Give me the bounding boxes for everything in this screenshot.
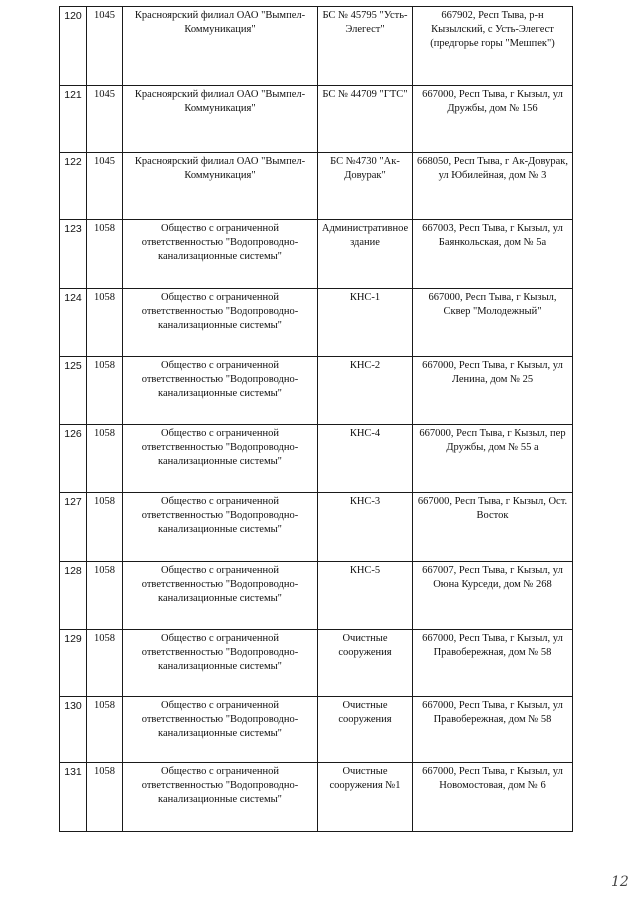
org-code: 1058 (87, 493, 123, 562)
table-row (60, 630, 573, 697)
table-row (60, 425, 573, 493)
organization-name: Общество с ограниченной ответственностью "Водопроводно-канализационные системы" (123, 493, 318, 562)
row-number: 126 (60, 425, 87, 493)
object-name: КНС-4 (318, 425, 413, 493)
row-number: 125 (60, 357, 87, 425)
organization-name: Общество с ограниченной ответственностью "Водопроводно-канализационные системы" (123, 697, 318, 763)
object-address: 667003, Респ Тыва, г Кызыл, ул Баянкольская, дом № 5а (413, 220, 573, 289)
row-number: 129 (60, 630, 87, 697)
row-number: 128 (60, 562, 87, 630)
object-name: БС № 45795 "Усть-Элегест" (318, 7, 413, 86)
org-code: 1045 (87, 7, 123, 86)
object-address: 667000, Респ Тыва, г Кызыл, Ост. Восток (413, 493, 573, 562)
object-name: БС №4730 "Ак-Довурак" (318, 153, 413, 220)
table-row (60, 562, 573, 630)
object-name: КНС-3 (318, 493, 413, 562)
object-name: КНС-1 (318, 289, 413, 357)
row-number: 121 (60, 86, 87, 153)
table-row (60, 289, 573, 357)
object-name: Очистные сооружения (318, 630, 413, 697)
object-address: 667902, Респ Тыва, р-н Кызылский, с Усть-Элегест (предгорье горы "Мешпек") (413, 7, 573, 86)
object-address: 667000, Респ Тыва, г Кызыл, ул Ленина, дом № 25 (413, 357, 573, 425)
org-code: 1058 (87, 220, 123, 289)
object-name: БС № 44709 "ГТС" (318, 86, 413, 153)
table-row (60, 493, 573, 562)
row-number: 120 (60, 7, 87, 86)
org-code: 1058 (87, 289, 123, 357)
object-name: КНС-2 (318, 357, 413, 425)
object-name: Административное здание (318, 220, 413, 289)
table-row (60, 697, 573, 763)
table-row (60, 86, 573, 153)
org-code: 1058 (87, 763, 123, 832)
object-address: 668050, Респ Тыва, г Ак-Довурак, ул Юбилейная, дом № 3 (413, 153, 573, 220)
object-address: 667000, Респ Тыва, г Кызыл, ул Новомостовая, дом № 6 (413, 763, 573, 832)
object-address: 667000, Респ Тыва, г Кызыл, ул Дружбы, дом № 156 (413, 86, 573, 153)
object-address: 667000, Респ Тыва, г Кызыл, ул Правобережная, дом № 58 (413, 630, 573, 697)
registry-table (59, 6, 573, 832)
handwritten-page-number: 12 (611, 874, 629, 890)
org-code: 1045 (87, 153, 123, 220)
row-number: 130 (60, 697, 87, 763)
object-name: Очистные сооружения (318, 697, 413, 763)
organization-name: Общество с ограниченной ответственностью "Водопроводно-канализационные системы" (123, 630, 318, 697)
table-row (60, 153, 573, 220)
row-number: 131 (60, 763, 87, 832)
registry-table-body (60, 7, 573, 832)
organization-name: Красноярский филиал ОАО "Вымпел-Коммуникация" (123, 86, 318, 153)
organization-name: Красноярский филиал ОАО "Вымпел-Коммуникация" (123, 7, 318, 86)
object-name: КНС-5 (318, 562, 413, 630)
row-number: 123 (60, 220, 87, 289)
table-row (60, 357, 573, 425)
org-code: 1045 (87, 86, 123, 153)
table-row (60, 763, 573, 832)
table-row (60, 7, 573, 86)
org-code: 1058 (87, 630, 123, 697)
object-address: 667000, Респ Тыва, г Кызыл, ул Правобережная, дом № 58 (413, 697, 573, 763)
row-number: 122 (60, 153, 87, 220)
object-address: 667007, Респ Тыва, г Кызыл, ул Оюна Курседи, дом № 268 (413, 562, 573, 630)
organization-name: Красноярский филиал ОАО "Вымпел-Коммуникация" (123, 153, 318, 220)
organization-name: Общество с ограниченной ответственностью "Водопроводно-канализационные системы" (123, 562, 318, 630)
org-code: 1058 (87, 562, 123, 630)
object-address: 667000, Респ Тыва, г Кызыл, пер Дружбы, дом № 55 а (413, 425, 573, 493)
row-number: 127 (60, 493, 87, 562)
organization-name: Общество с ограниченной ответственностью "Водопроводно-канализационные системы" (123, 425, 318, 493)
org-code: 1058 (87, 697, 123, 763)
organization-name: Общество с ограниченной ответственностью "Водопроводно-канализационные системы" (123, 763, 318, 832)
org-code: 1058 (87, 425, 123, 493)
row-number: 124 (60, 289, 87, 357)
object-address: 667000, Респ Тыва, г Кызыл, Сквер "Молодежный" (413, 289, 573, 357)
organization-name: Общество с ограниченной ответственностью "Водопроводно-канализационные системы" (123, 220, 318, 289)
organization-name: Общество с ограниченной ответственностью "Водопроводно-канализационные системы" (123, 357, 318, 425)
table-row (60, 220, 573, 289)
organization-name: Общество с ограниченной ответственностью "Водопроводно-канализационные системы" (123, 289, 318, 357)
org-code: 1058 (87, 357, 123, 425)
object-name: Очистные сооружения №1 (318, 763, 413, 832)
